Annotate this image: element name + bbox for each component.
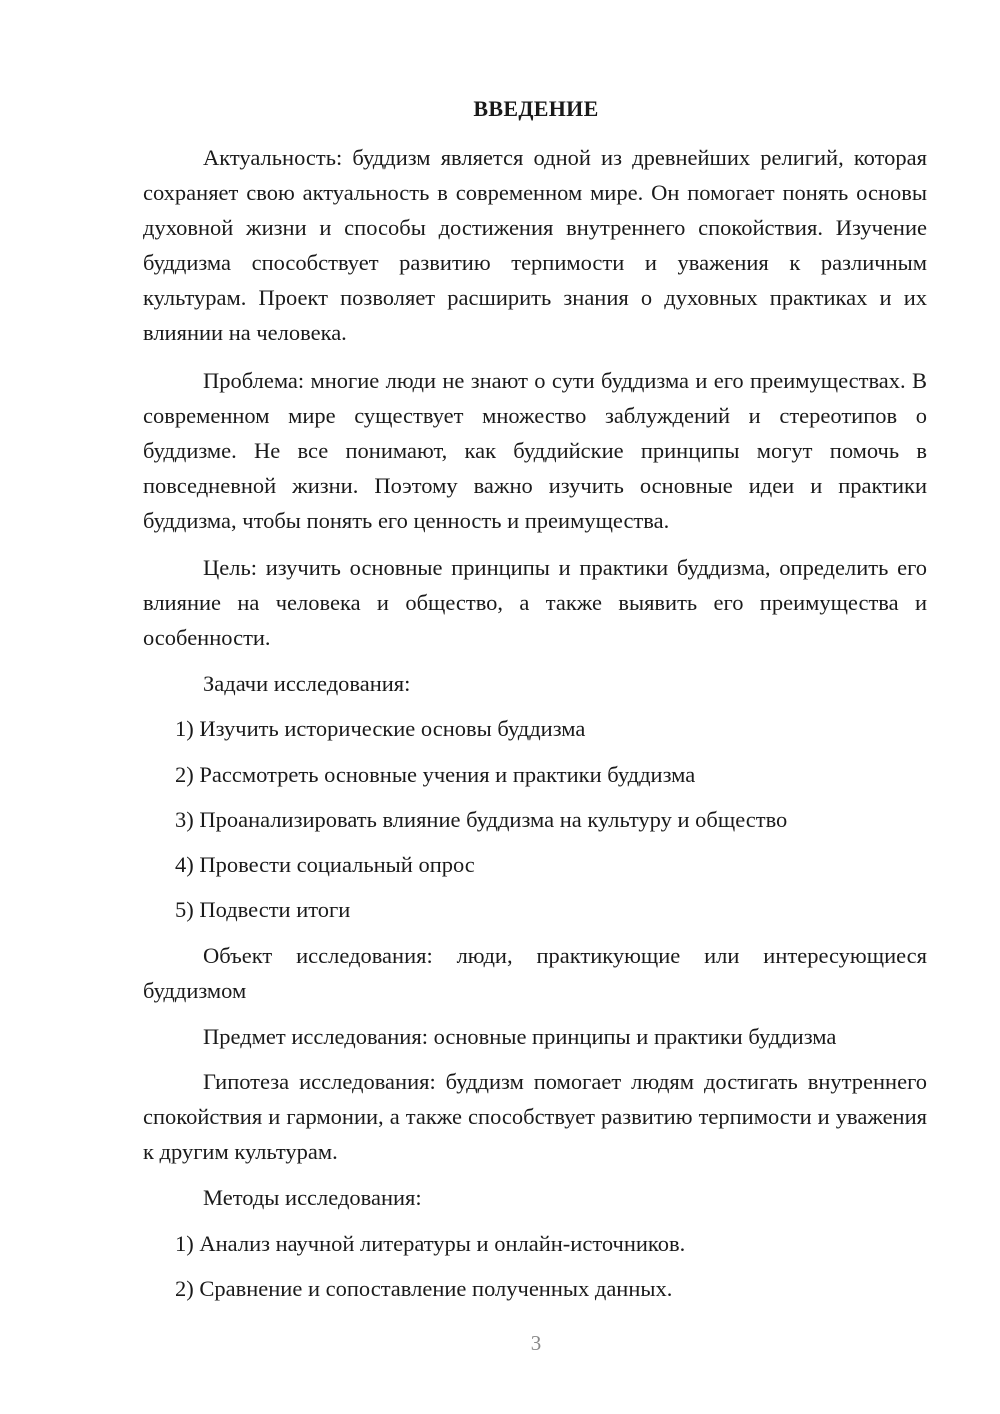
goal-paragraph: Цель: изучить основные принципы и практики буддизма, определить его влияние на человека и общество, а также выявить его преимущества и особенности. — [143, 555, 927, 650]
method-item: 2) Сравнение и сопоставление полученных данных. — [175, 1276, 673, 1301]
page-title: ВВЕДЕНИЕ — [473, 96, 599, 121]
methods-heading: Методы исследования: — [203, 1185, 422, 1210]
method-item: 1) Анализ научной литературы и онлайн-источников. — [175, 1231, 686, 1256]
page-number: 3 — [530, 1331, 542, 1355]
task-item: 4) Провести социальный опрос — [175, 852, 475, 877]
task-item: 3) Проанализировать влияние буддизма на культуру и общество — [175, 807, 788, 832]
relevance-paragraph: Актуальность: буддизм является одной из древнейших религий, которая сохраняет свою актуальность в современном мире. Он помогает понять основы духовной жизни и способы достижения внутреннего спокойствия. Изучение буддизма способствует развитию терпимости и уважения к различным культурам. Проект позволяет расширить знания о духовных практиках и их влиянии на человека. — [143, 145, 927, 345]
subject-paragraph: Предмет исследования: основные принципы и практики буддизма — [203, 1024, 837, 1049]
hypothesis-paragraph: Гипотеза исследования: буддизм помогает людям достигать внутреннего спокойствия и гармонии, а также способствует развитию терпимости и уважения к другим культурам. — [143, 1069, 927, 1164]
task-item: 2) Рассмотреть основные учения и практики буддизма — [175, 762, 696, 787]
problem-paragraph: Проблема: многие люди не знают о сути буддизма и его преимуществах. В современном мире существует множество заблуждений и стереотипов о буддизме. Не все понимают, как буддийские принципы могут помочь в повседневной жизни. Поэтому важно изучить основные идеи и практики буддизма, чтобы понять его ценность и преимущества. — [143, 368, 927, 533]
tasks-heading: Задачи исследования: — [203, 671, 411, 696]
object-paragraph: Объект исследования: люди, практикующие или интересующиеся буддизмом — [143, 943, 927, 1003]
task-item: 5) Подвести итоги — [175, 897, 351, 922]
task-item: 1) Изучить исторические основы буддизма — [175, 716, 586, 741]
